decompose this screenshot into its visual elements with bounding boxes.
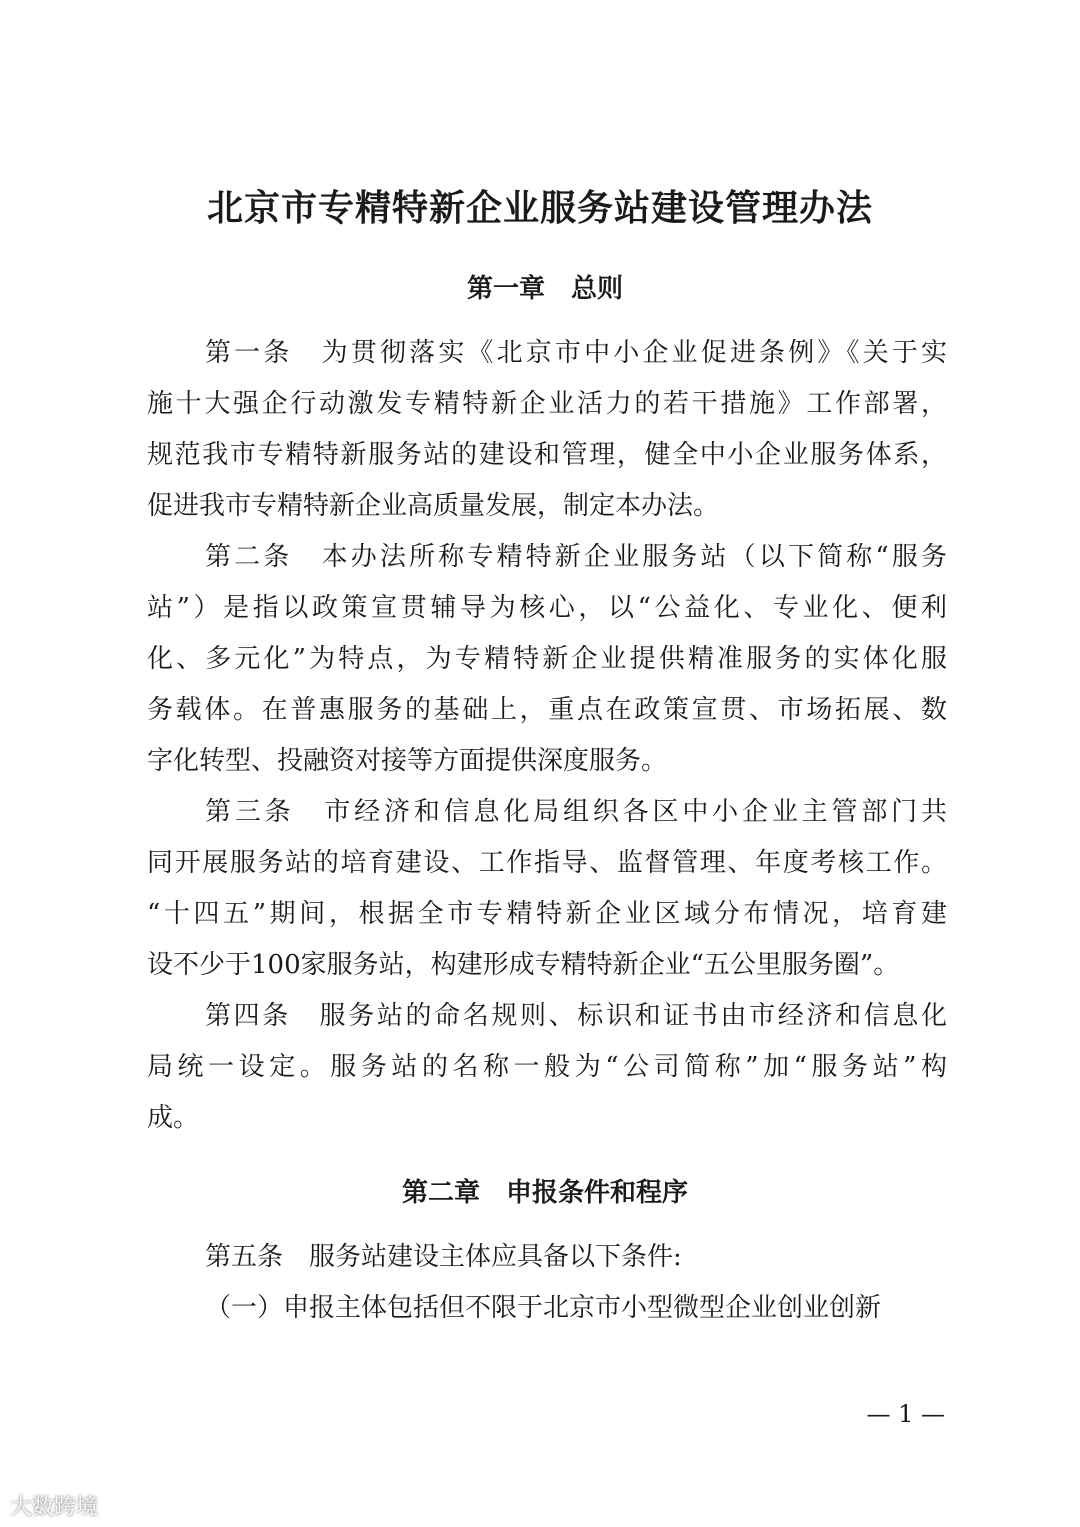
paragraph-line: 设不少于100家服务站，构建形成专精特新企业“五公里服务圈”。 [147, 950, 900, 980]
paragraph-line: 第一条 为贯彻落实《北京市中小企业促进条例》《关于实 [205, 338, 947, 368]
paragraph-line: 促进我市专精特新企业高质量发展，制定本办法。 [147, 491, 720, 521]
chapter-1-body [147, 328, 947, 1144]
chapter-heading-2: 第二章 申报条件和程序 [401, 1178, 688, 1208]
paragraph-line: “十四五”期间，根据全市专精特新企业区域分布情况，培育建 [147, 899, 947, 929]
paragraph-line: 第五条 服务站建设主体应具备以下条件: [205, 1242, 682, 1272]
chapter-2-body [147, 1232, 947, 1334]
paragraph-line: 成。 [147, 1103, 200, 1133]
watermark-logo: 大数跨境 [10, 1495, 99, 1520]
paragraph-line: （一）申报主体包括但不限于北京市小型微型企业创业创新 [205, 1293, 882, 1323]
paragraph-line: 第二条 本办法所称专精特新企业服务站（以下简称“服务 [205, 542, 947, 572]
paragraph-line: 第三条 市经济和信息化局组织各区中小企业主管部门共 [205, 797, 947, 827]
document-title: 北京市专精特新企业服务站建设管理办法 [206, 188, 873, 229]
paragraph-line: 站”）是指以政策宣贯辅导为核心，以“公益化、专业化、便利 [147, 593, 947, 623]
paragraph-line: 施十大强企行动激发专精特新企业活力的若干措施》工作部署， [147, 389, 947, 419]
paragraph-line: 字化转型、投融资对接等方面提供深度服务。 [147, 746, 668, 776]
paragraph-line: 第四条 服务站的命名规则、标识和证书由市经济和信息化 [205, 1001, 947, 1031]
chapter-heading-1: 第一章 总则 [466, 274, 623, 304]
paragraph-line: 同开展服务站的培育建设、工作指导、监督管理、年度考核工作。 [147, 848, 947, 878]
paragraph-line: 务载体。在普惠服务的基础上，重点在政策宣贯、市场拓展、数 [147, 695, 947, 725]
paragraph-line: 局统一设定。服务站的名称一般为“公司简称”加“服务站”构 [147, 1052, 947, 1082]
paragraph-line: 化、多元化”为特点，为专精特新企业提供精准服务的实体化服 [147, 644, 947, 674]
page-number: — 1 — [866, 1400, 945, 1428]
paragraph-line: 规范我市专精特新服务站的建设和管理，健全中小企业服务体系， [147, 440, 947, 470]
